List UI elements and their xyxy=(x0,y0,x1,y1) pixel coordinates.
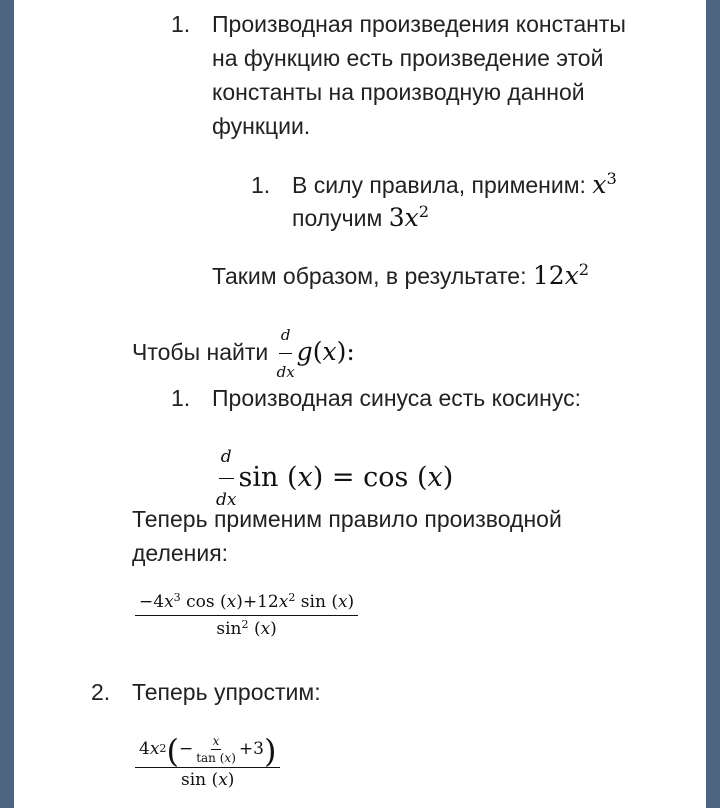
formula-d-dx-g-x: $\frac{d}{dx}$ g(x): xyxy=(275,337,355,366)
list-number-1: 1. xyxy=(171,11,191,37)
simplify-text: Теперь упростим: xyxy=(132,679,321,705)
power-rule-result-text: получим xyxy=(292,205,383,231)
formula-simplified-result xyxy=(135,733,280,790)
result-text: Таким образом, в результате: xyxy=(212,263,527,289)
power-rule-line xyxy=(292,168,617,202)
formula-x-cubed: $x^3$ xyxy=(592,169,617,199)
rule-line-3: константы на производную данной xyxy=(212,79,585,105)
quotient-rule-line-2: деления: xyxy=(132,540,229,566)
power-rule-text: В силу правила, применим: xyxy=(292,172,586,198)
formula-3x-squared: $3x^2$ xyxy=(388,202,430,232)
quotient-denominator: $\sin^2 (x)$ xyxy=(216,617,277,639)
quotient-numerator: $-4x^3$ $\cos (x)+12x^2$ sin (x) xyxy=(135,592,358,616)
power-rule-result-line xyxy=(292,201,429,235)
sine-rule-text: Производная синуса есть косинус: xyxy=(212,385,581,411)
formula-derivative-sine: $\frac{d}{dx}$ sin (x) = cos (x) xyxy=(214,437,453,520)
simplified-numerator: 4 x 2 ( − $\frac{x}{\tan (x)}$ +3 ) xyxy=(135,733,280,768)
find-g-line xyxy=(132,318,355,389)
d-dx-fraction: $\frac{d}{dx}$ xyxy=(214,437,238,520)
sublist-number-1: 1. xyxy=(251,172,271,198)
list-number-1-sine: 1. xyxy=(171,385,191,411)
rule-line-4: функции. xyxy=(212,113,311,139)
rule-line-1: Производная произведения константы xyxy=(212,11,626,37)
result-line xyxy=(212,259,589,293)
quotient-rule-line-1: Теперь применим правило производной xyxy=(132,506,562,532)
simplified-denominator: sin (x) xyxy=(181,770,235,790)
d-dx-fraction: $\frac{d}{dx}$ xyxy=(275,318,297,389)
formula-quotient-result xyxy=(135,592,358,639)
x-over-tan-fraction: $\frac{x}{\tan (x)}$ xyxy=(196,733,236,765)
list-number-2: 2. xyxy=(91,679,111,705)
formula-12x-squared: $12x^2$ xyxy=(532,260,590,290)
find-g-text: Чтобы найти xyxy=(132,339,269,365)
rule-line-2: на функцию есть произведение этой xyxy=(212,45,604,71)
answer-panel xyxy=(14,0,706,808)
